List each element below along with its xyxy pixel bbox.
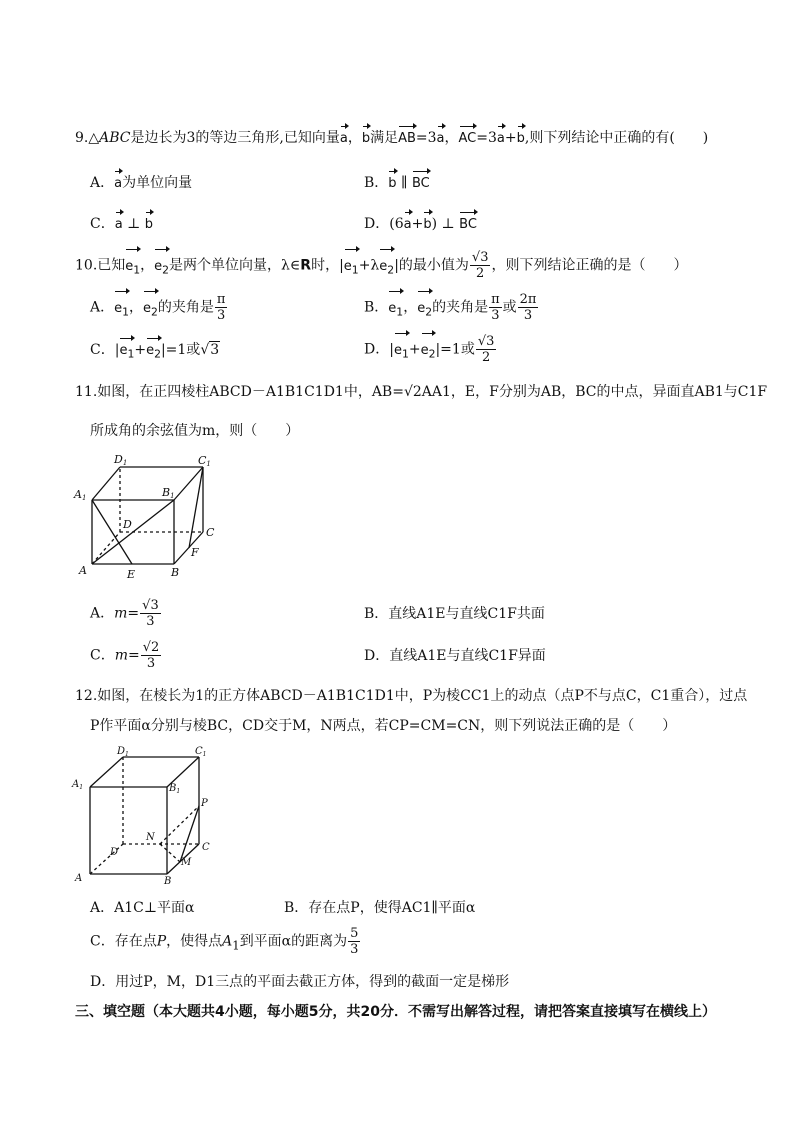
q10-option-b: B．$e_1$，$e_2$的夹角是 $\frac{\pi}{3}$ 或 $\frac{2\pi}{3}$ xyxy=(364,292,539,327)
q12-option-b: B．存在点P，使得AC1∥平面α xyxy=(284,900,476,916)
label-D: D xyxy=(110,847,119,858)
q12-option-d: D．用过P，M，D1三点的平面去截正方体，得到的截面一定是梯形 xyxy=(90,974,510,990)
q9-option-a: A．a为单位向量 xyxy=(90,173,192,194)
q10-stem: 10.已知$e_1$，$e_2$是两个单位向量，λ∈R时，$|e_1+\lambda e_2|$的最小值为 $\frac{√3}{2}$ ，则下列结论正确的是（ ） xyxy=(75,250,687,285)
label-E: E xyxy=(127,568,136,581)
q10-option-c: C．$|e_1+e_2|=1$或√3 xyxy=(90,340,220,365)
label-M: M xyxy=(181,857,192,868)
q11-option-a: A．m= $\frac{√3}{3}$ xyxy=(90,598,159,629)
section-3-heading: 三、填空题（本大题共4小题，每小题5分，共20分．不需写出解答过程，请把答案直接填写在横线上） xyxy=(75,1004,716,1020)
q12-cube-figure xyxy=(70,744,220,886)
q12-option-a: A．A1C⊥平面α xyxy=(90,900,195,916)
label-B1: $B_1$ xyxy=(169,783,181,795)
hidden-segment-N-M xyxy=(160,844,180,862)
q10-option-a: A．$e_1$，$e_2$的夹角是 $\frac{\pi}{3}$ xyxy=(90,292,228,327)
label-D: D xyxy=(123,518,132,531)
label-B1: B1 xyxy=(162,486,175,500)
q9-option-b: B．b ∥ BC xyxy=(364,173,430,194)
hidden-edge-A-D xyxy=(92,532,120,564)
label-C1: C1 xyxy=(198,454,211,468)
q9-stem: 9.△ABC是边长为3的等边三角形,已知向量a，b满足AB=3a，AC=3a+b,则下列结论中正确的有( ) xyxy=(75,128,708,149)
label-C: C xyxy=(202,842,210,853)
q11-stem-line1: 11.如图，在正四棱柱ABCD－A1B1C1D1中，AB=√2AA1，E，F分别为AB，BC的中点，异面直AB1与C1F xyxy=(75,384,768,400)
q12-stem-line1: 12.如图，在棱长为1的正方体ABCD－A1B1C1D1中，P为棱CC1上的动点（点P不与点C，C1重合），过点 xyxy=(75,688,748,704)
label-F: F xyxy=(191,546,199,559)
label-D1: $D_1$ xyxy=(117,746,129,758)
q11-option-b: B．直线A1E与直线C1F共面 xyxy=(364,606,545,622)
edge-A1-D1 xyxy=(92,467,120,500)
label-C1: $C_1$ xyxy=(195,746,207,758)
q12-stem-line2: P作平面α分别与棱BC，CD交于M，N两点，若CP=CM=CN，则下列说法正确的是（ ） xyxy=(90,718,677,734)
label-A: A xyxy=(79,564,87,577)
label-P: P xyxy=(201,798,208,809)
q9-option-c: C．a ⊥ b xyxy=(90,214,153,235)
hidden-edge-A-D xyxy=(90,844,123,874)
label-D1: D1 xyxy=(114,453,128,467)
q11-option-d: D．直线A1E与直线C1F异面 xyxy=(364,648,546,664)
q12-option-c: C．存在点P，使得点$A_1$到平面α的距离为 $\frac{5}{3}$ xyxy=(90,926,359,957)
label-C: C xyxy=(206,526,215,539)
label-B: B xyxy=(171,566,180,579)
label-A1: $A_1$ xyxy=(72,779,84,791)
edge-A1-D1 xyxy=(90,757,123,787)
segment-C1-F xyxy=(189,467,203,548)
label-N: N xyxy=(146,832,155,843)
q10-option-d: D．$|e_1+e_2|=1$或 $\frac{√3}{2}$ xyxy=(364,334,497,369)
q9-option-d: D．(6a+b) ⊥ BC xyxy=(364,214,477,235)
q11-prism-figure xyxy=(70,452,220,584)
q11-stem-line2: 所成角的余弦值为m，则（ ） xyxy=(90,423,300,439)
label-B: B xyxy=(164,876,172,886)
label-A: A xyxy=(75,873,83,884)
edge-B-C xyxy=(174,532,203,564)
label-A1: A1 xyxy=(74,488,87,502)
q11-option-c: C．m= $\frac{√2}{3}$ xyxy=(90,640,160,671)
